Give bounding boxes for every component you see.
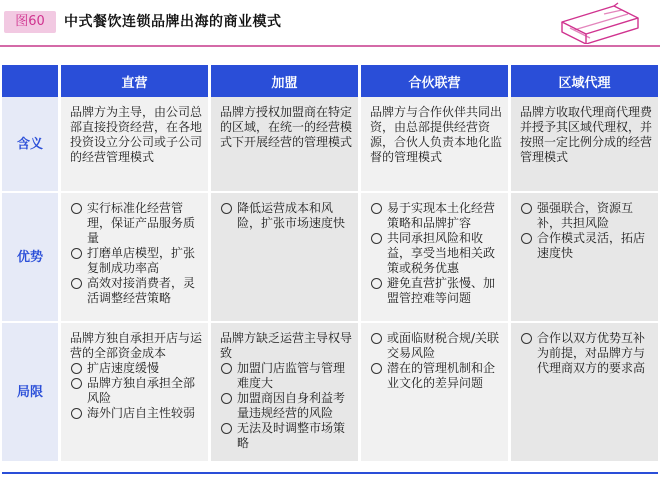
list-item: 打磨单店模型，扩张复制成功率高 [70,246,202,276]
table-cell [508,97,658,193]
cell-text: 品牌方与合作伙伴共同出资，由总部提供经营资源，合伙人负责本地化监督的管理模式 [370,105,503,164]
bullet-list [370,201,502,306]
list-item: 合作以双方优势互补为前提，对品牌方与代理商双方的要求高 [520,331,652,376]
bullet-list [520,331,652,376]
bullet-list [220,201,352,231]
cake-slice-icon [544,2,648,44]
table-cell [58,97,208,193]
cell-text: 品牌方为主导，由公司总部直接投资经营，在各地投资设立分公司或子公司的经营管理模式 [70,105,203,164]
list-item: 加盟门店监管与管理难度大 [220,361,352,391]
list-item: 海外门店自主性较弱 [70,406,202,421]
column-header: 合伙联营 [358,65,508,97]
column-header: 加盟 [208,65,358,97]
list-item: 高效对接消费者，灵活调整经营策略 [70,276,202,306]
list-item: 或面临财税合规/关联交易风险 [370,331,502,361]
table-cell [58,323,208,463]
bullet-list [70,361,202,421]
table-row [2,323,658,463]
cell-text: 品牌方独自承担开店与运营的全部资金成本 [70,331,203,360]
table-cell [208,323,358,463]
table-cell [208,193,358,323]
table-cell [358,323,508,463]
list-item: 合作模式灵活，拓店速度快 [520,231,652,261]
list-item: 易于实现本土化经营策略和品牌扩容 [370,201,502,231]
figure-header [0,0,660,50]
row-header: 含义 [2,97,58,193]
table-bottom-rule [2,472,658,474]
table-cell [508,193,658,323]
table-cell [358,97,508,193]
list-item: 加盟商因自身利益考量违规经营的风险 [220,391,352,421]
bullet-list [370,331,502,391]
table-cell [358,193,508,323]
column-header: 直营 [58,65,208,97]
row-header: 优势 [2,193,58,323]
bullet-list [520,201,652,261]
figure-number-badge: 图60 [4,11,56,33]
list-item: 降低运营成本和风险，扩张市场速度快 [220,201,352,231]
business-model-table [2,65,658,463]
table-cell [208,97,358,193]
cell-text: 品牌方缺乏运营主导权导致 [220,331,353,360]
bullet-list [70,201,202,306]
cell-text: 品牌方授权加盟商在特定的区域，在统一的经营模式下开展经营的管理模式 [220,105,353,149]
table-corner-cell [2,65,58,97]
list-item: 潜在的管理机制和企业文化的差异问题 [370,361,502,391]
list-item: 无法及时调整市场策略 [220,421,352,451]
list-item: 避免直营扩张慢、加盟管控难等问题 [370,276,502,306]
table-row [2,97,658,193]
list-item: 强强联合，资源互补，共担风险 [520,201,652,231]
row-header: 局限 [2,323,58,463]
figure-title: 中式餐饮连锁品牌出海的商业模式 [64,14,282,30]
table-cell [58,193,208,323]
table-row [2,193,658,323]
list-item: 扩店速度缓慢 [70,361,202,376]
list-item: 品牌方独自承担全部风险 [70,376,202,406]
column-header: 区域代理 [508,65,658,97]
table-header-row [2,65,658,97]
cell-text: 品牌方收取代理商代理费并授予其区域代理权，并按照一定比例分成的经营管理模式 [520,105,653,164]
bullet-list [220,361,352,451]
table-cell [508,323,658,463]
header-divider [0,45,660,47]
list-item: 实行标准化经营管理，保证产品服务质量 [70,201,202,246]
list-item: 共同承担风险和收益，享受当地相关政策或税务优惠 [370,231,502,276]
